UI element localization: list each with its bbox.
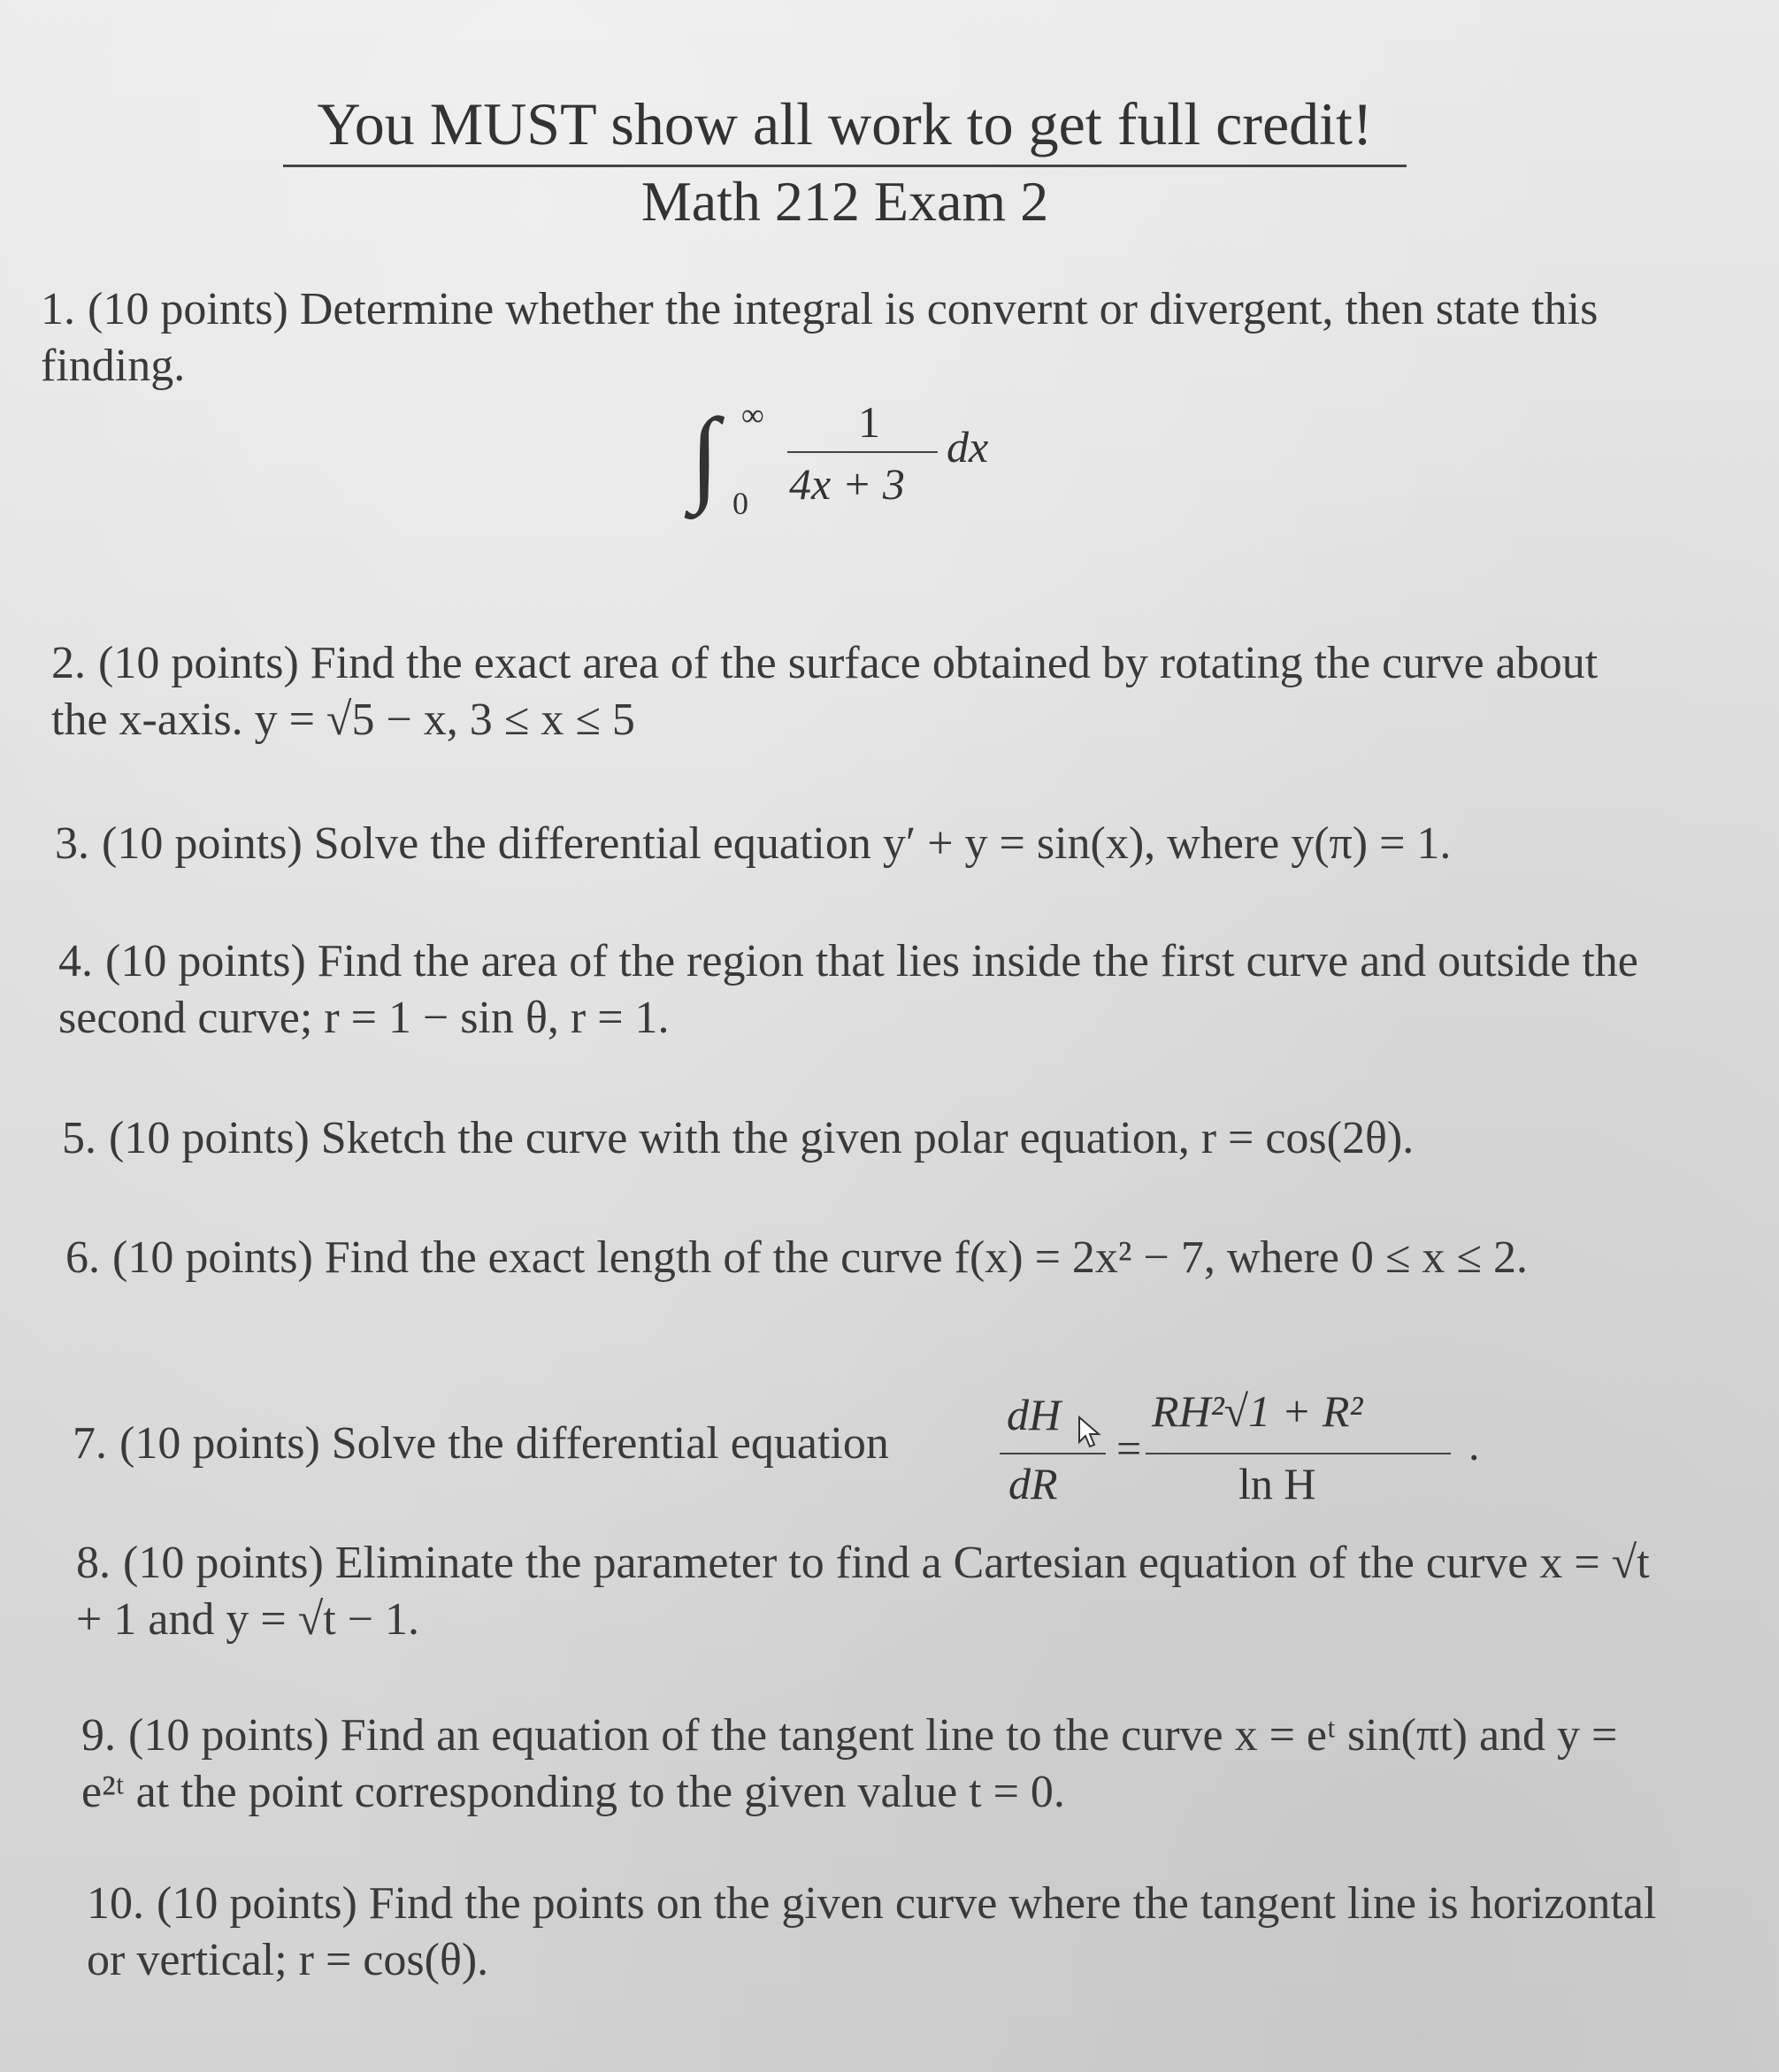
question-3 — [55, 816, 1665, 872]
fraction-bar — [787, 451, 938, 453]
question-2 — [51, 635, 1661, 748]
question-text: (10 points) Find the points on the given curve where the tangent line is horizontal or vertical; r = cos(θ). — [87, 1878, 1657, 1985]
rhs-fraction-bar — [1146, 1453, 1451, 1454]
question-text: (10 points) Eliminate the parameter to find a Cartesian equation of the curve x = √t + 1 and y = √t − 1. — [76, 1538, 1650, 1645]
question-10 — [87, 1876, 1661, 1989]
integral-lower-limit: 0 — [732, 486, 748, 521]
rhs-denominator: ln H — [1238, 1459, 1316, 1508]
period: . — [1468, 1420, 1480, 1470]
question-number: 1. — [41, 284, 75, 334]
lhs-fraction-bar — [1000, 1453, 1106, 1454]
integrand-denominator: 4x + 3 — [789, 459, 905, 509]
lhs-denominator: dR — [1008, 1459, 1058, 1508]
integrand-numerator: 1 — [858, 397, 880, 447]
question-1 — [41, 281, 1668, 395]
exam-title: Math 212 Exam 2 — [640, 170, 1049, 233]
question-8 — [76, 1535, 1660, 1648]
question-number: 7. — [73, 1418, 107, 1469]
question-9 — [81, 1707, 1665, 1821]
integral-upper-limit: ∞ — [741, 397, 764, 433]
question-number: 8. — [76, 1538, 111, 1588]
integral-sign: ∫ — [690, 396, 719, 514]
question-number: 6. — [65, 1232, 100, 1283]
header-warning: You MUST show all work to get full credit! — [283, 88, 1407, 167]
integral-differential: dx — [947, 422, 989, 472]
question-number: 3. — [55, 818, 89, 869]
question-text: (10 points) Find the exact length of the curve f(x) = 2x² − 7, where 0 ≤ x ≤ 2. — [112, 1232, 1528, 1283]
question-7 — [73, 1416, 1001, 1472]
question-6 — [65, 1230, 1658, 1286]
question-number: 2. — [51, 638, 86, 688]
question-number: 9. — [81, 1710, 116, 1761]
question-number: 4. — [58, 936, 93, 986]
question-number: 5. — [62, 1113, 96, 1163]
mouse-cursor-icon — [1077, 1416, 1104, 1451]
question-text: (10 points) Sketch the curve with the given polar equation, r = cos(2θ). — [109, 1113, 1415, 1163]
lhs-numerator: dH — [1007, 1390, 1062, 1439]
question-text: (10 points) Find the area of the region that lies inside the first curve and outside the second curve; r = 1 − sin θ, r = 1. — [58, 936, 1638, 1043]
question-text: (10 points) Find the exact area of the surface obtained by rotating the curve about the x-axis. y = √5 − x, 3 ≤ x ≤ 5 — [51, 638, 1599, 745]
question-text: (10 points) Find an equation of the tangent line to the curve x = eᵗ sin(πt) and y = e²ᵗ at the point corresponding to the given value t = 0. — [81, 1710, 1618, 1817]
equals-sign: = — [1116, 1424, 1142, 1473]
q7-differential-equation — [1000, 1380, 1480, 1508]
question-text: (10 points) Solve the differential equation y′ + y = sin(x), where y(π) = 1. — [102, 818, 1452, 869]
question-text: (10 points) Determine whether the integral is convernt or divergent, then state this finding. — [41, 284, 1599, 391]
rhs-numerator: RH²√1 + R² — [1152, 1386, 1363, 1436]
question-number: 10. — [87, 1878, 144, 1929]
question-5 — [62, 1110, 1663, 1167]
question-text: (10 points) Solve the differential equation — [119, 1418, 889, 1469]
integral-expression — [690, 389, 1044, 531]
question-4 — [58, 933, 1660, 1047]
